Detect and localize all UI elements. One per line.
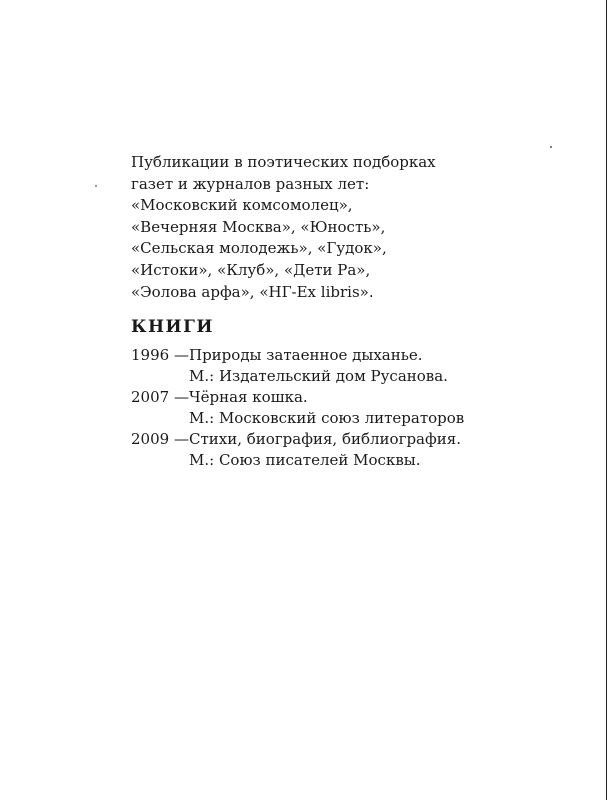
publications-paragraph	[131, 152, 491, 303]
book-entry	[131, 345, 531, 387]
publications-line: «Московский комсомолец»,	[131, 196, 353, 215]
book-year: 2009 —	[131, 430, 189, 449]
book-year: 2007 —	[131, 388, 189, 407]
books-list	[131, 345, 531, 472]
scan-speck	[550, 146, 552, 148]
publications-line: «Истоки», «Клуб», «Дети Ра»,	[131, 260, 371, 279]
book-publisher: М.: Издательский дом Русанова.	[189, 367, 448, 386]
book-title: Стихи, биография, библиография.	[189, 430, 461, 449]
book-title: Природы затаенное дыханье.	[189, 346, 423, 364]
book-year: 1996 —	[131, 346, 189, 364]
scan-speck	[95, 185, 97, 187]
book-title: Чёрная кошка.	[189, 388, 308, 407]
publications-line: «Вечерняя Москва», «Юность»,	[131, 217, 386, 236]
book-entry	[131, 387, 531, 429]
page-edge-line	[606, 0, 607, 800]
book-publisher: М.: Московский союз литераторов	[189, 409, 465, 428]
publications-line: «Эолова арфа», «НГ-Ex libris».	[131, 282, 374, 301]
books-heading: КНИГИ	[131, 317, 214, 337]
publications-line: газет и журналов разных лет:	[131, 174, 370, 193]
book-entry	[131, 429, 531, 471]
publications-line: «Сельская молодежь», «Гудок»,	[131, 239, 387, 258]
book-publisher: М.: Союз писателей Москвы.	[189, 451, 421, 470]
publications-line: Публикации в поэтических подборках	[131, 153, 436, 171]
